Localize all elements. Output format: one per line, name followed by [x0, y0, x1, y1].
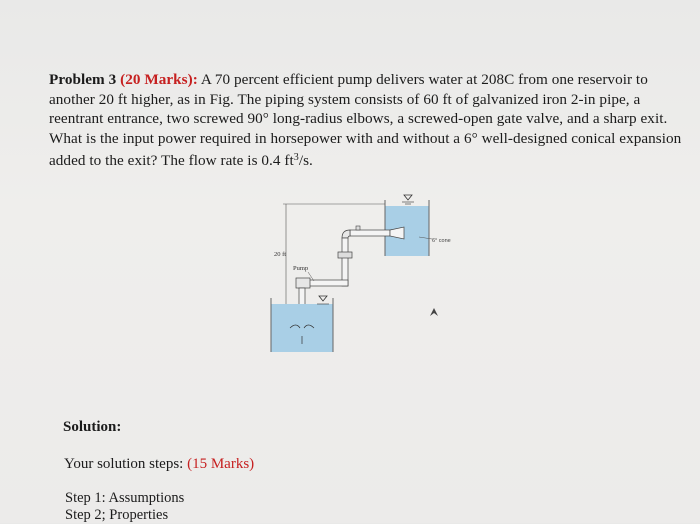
step-2: Step 2; Properties	[65, 507, 169, 523]
pump-body	[296, 278, 310, 288]
problem-text: A 70 percent efficient pump delivers water at 208C from one reservoir to another 20 ft higher, as in Fig. The piping system consists of 60 ft of galvanized iron 2-in pipe, a reentrant entrance, two screwed 90° long-radius elbows, a screwed-open gate valve, and a sharp exit. What is the input power required in horsepower with and without a 6° well-designed conical expansion added to the exit? The flow rate is 0.4 ft	[49, 71, 682, 170]
pump-label: Pump	[293, 265, 309, 272]
problem-superscript: 3	[293, 152, 299, 164]
problem-text-end: /s.	[298, 152, 313, 170]
top-pipe	[350, 230, 390, 236]
vertical-pipe	[342, 238, 348, 286]
solution-steps-line	[64, 456, 254, 473]
upper-surface-marker	[404, 195, 412, 200]
lower-surface-marker	[319, 296, 327, 301]
problem-statement	[49, 70, 689, 171]
lower-reservoir-water	[271, 304, 333, 352]
valve-stem	[356, 226, 360, 230]
pump-system-figure	[268, 186, 478, 356]
height-label: 20 ft	[274, 251, 287, 258]
problem-marks: (20 Marks):	[120, 71, 198, 88]
step-1: Step 1: Assumptions	[65, 490, 185, 506]
cone-label: 6° cone	[432, 238, 451, 244]
gate-valve	[338, 252, 352, 258]
solution-steps-label: Your solution steps:	[64, 456, 184, 472]
upper-elbow	[342, 230, 350, 238]
problem-label: Problem 3	[49, 71, 117, 88]
cursor-icon	[428, 306, 440, 318]
solution-steps-marks: (15 Marks)	[187, 456, 255, 472]
solution-heading: Solution:	[63, 419, 122, 435]
